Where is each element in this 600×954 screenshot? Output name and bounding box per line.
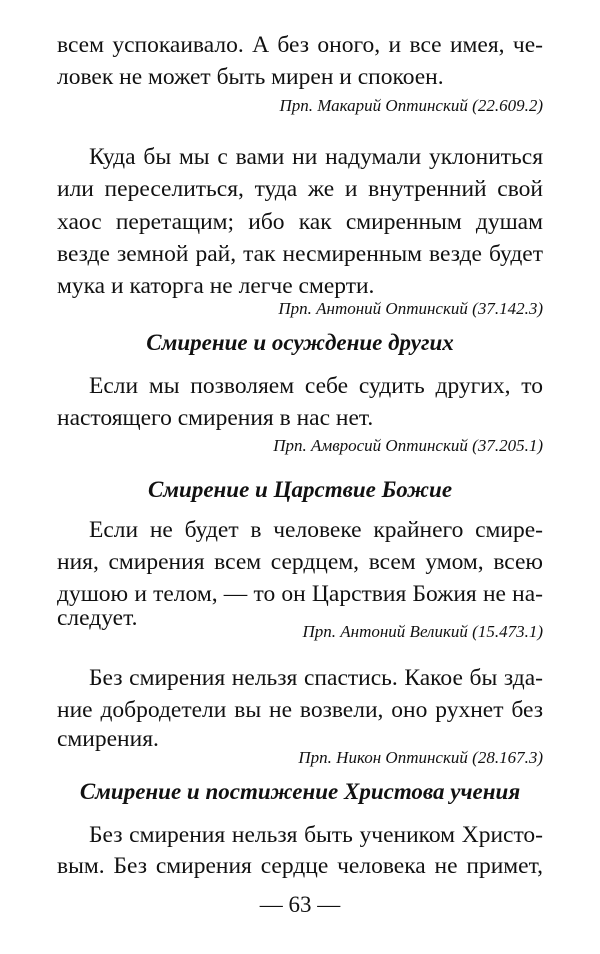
text-line: везде земной рай, так несмиренным везде будет: [57, 241, 543, 267]
text-line: ния, смирения всем сердцем, всем умом, всею: [57, 549, 543, 575]
text-line: Куда бы мы с вами ни надумали уклониться: [89, 144, 543, 170]
section-heading: Смирение и осуждение других: [146, 330, 454, 355]
text-line: душою и телом, — то он Царствия Божия не на-: [57, 581, 543, 607]
text-line: Без смирения нельзя спастись. Какое бы зда-: [89, 665, 543, 691]
text-line: или переселиться, туда же и внутренний свой: [57, 176, 543, 202]
text-line: настоящего смирения в нас нет.: [57, 405, 374, 431]
section-heading: Смирение и постижение Христова учения: [79, 779, 521, 804]
text-line: хаос перетащим; ибо как смиренным душам: [57, 209, 543, 235]
text-line: Без смирения нельзя быть учеником Христо-: [89, 822, 543, 848]
text-line: следует.: [57, 605, 138, 631]
text-line: всем успокаивало. А без оного, и все имея, че-: [57, 32, 543, 58]
text-line: Если мы позволяем себе судить других, то: [89, 373, 543, 399]
text-line: ловек не может быть мирен и спокоен.: [57, 64, 444, 90]
attribution: Прп. Антоний Великий (15.473.1): [302, 622, 543, 641]
text-line: смирения.: [57, 726, 159, 752]
attribution: Прп. Антоний Оптинский (37.142.3): [278, 299, 543, 318]
text-line: Если не будет в человеке крайнего смире-: [89, 517, 543, 543]
text-line: вым. Без смирения сердце человека не примет,: [57, 853, 543, 879]
attribution: Прп. Амвросий Оптинский (37.205.1): [273, 436, 543, 455]
page-number: — 63 —: [259, 892, 341, 917]
attribution: Прп. Макарий Оптинский (22.609.2): [279, 96, 543, 115]
text-line: ние добродетели вы не возвели, оно рухнет без: [57, 697, 543, 723]
text-line: мука и каторга не легче смерти.: [57, 273, 375, 299]
attribution: Прп. Никон Оптинский (28.167.3): [298, 748, 543, 767]
section-heading: Смирение и Царствие Божие: [147, 477, 453, 502]
